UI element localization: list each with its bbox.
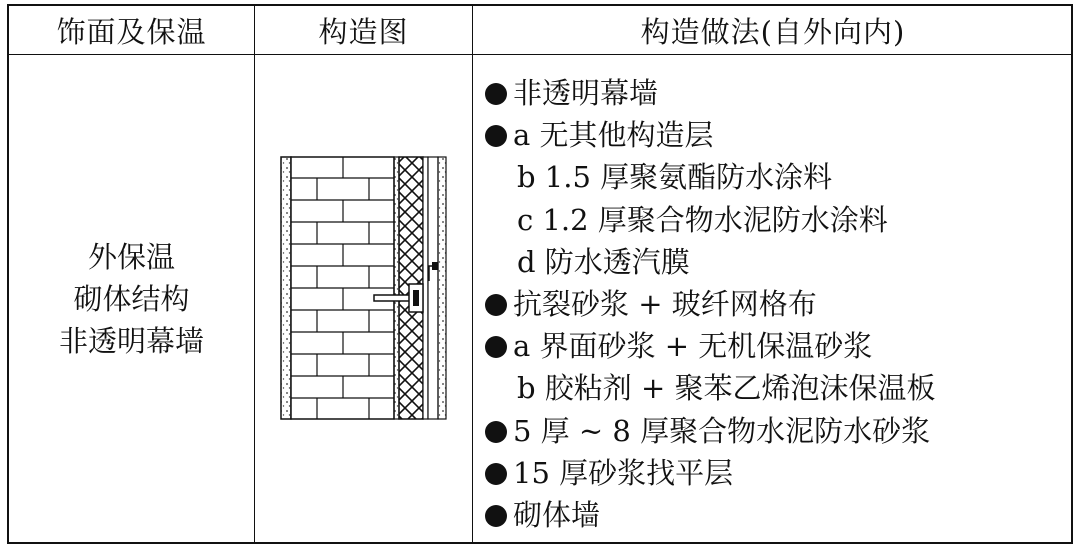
method-item-text: 砌体墙 [513, 497, 601, 532]
bullet-icon [485, 294, 507, 316]
header-diagram: 构造图 [318, 14, 409, 49]
category-cell [9, 56, 254, 542]
method-item-text: 非透明幕墙 [513, 76, 659, 110]
method-item [485, 410, 936, 452]
construction-table [7, 4, 1073, 544]
method-item [485, 452, 936, 494]
header-method: 构造做法(自外向内) [640, 14, 906, 49]
header-divider [9, 54, 1071, 55]
bullet-icon [485, 125, 507, 147]
method-item-text: a 无其他构造层 [513, 118, 714, 153]
method-item [485, 494, 936, 536]
method-item [485, 325, 936, 367]
method-item [485, 283, 936, 325]
method-item [485, 367, 936, 409]
bullet-icon [485, 336, 507, 358]
method-item-text: b 1.5 厚聚氨酯防水涂料 [517, 160, 833, 195]
method-item-text: c 1.2 厚聚合物水泥防水涂料 [517, 202, 888, 237]
method-item [485, 156, 936, 198]
method-item [485, 72, 936, 114]
method-item-text: b 胶粘剂 + 聚苯乙烯泡沫保温板 [517, 371, 936, 406]
bullet-icon [485, 421, 507, 443]
method-item-text: 抗裂砂浆 + 玻纤网格布 [513, 286, 817, 321]
method-item [485, 199, 936, 241]
method-item [485, 114, 936, 156]
category-line: 非透明幕墙 [58, 324, 204, 358]
header-finish-insulation: 饰面及保温 [56, 14, 207, 49]
category-line: 外保温 [87, 240, 175, 274]
method-item-text: 5 厚 ~ 8 厚聚合物水泥防水砂浆 [513, 413, 931, 448]
method-item-text: 15 厚砂浆找平层 [513, 455, 734, 490]
method-item-text: a 界面砂浆 + 无机保温砂浆 [513, 329, 873, 364]
column-divider [472, 6, 473, 542]
method-item [485, 241, 936, 283]
bullet-icon [485, 505, 507, 527]
method-list [485, 72, 936, 536]
bullet-icon [485, 463, 507, 485]
method-item-text: d 防水透汽膜 [517, 244, 690, 279]
wall-section-diagram-icon [279, 156, 449, 421]
column-divider [254, 6, 255, 542]
bullet-icon [485, 83, 507, 105]
category-line: 砌体结构 [73, 282, 190, 316]
